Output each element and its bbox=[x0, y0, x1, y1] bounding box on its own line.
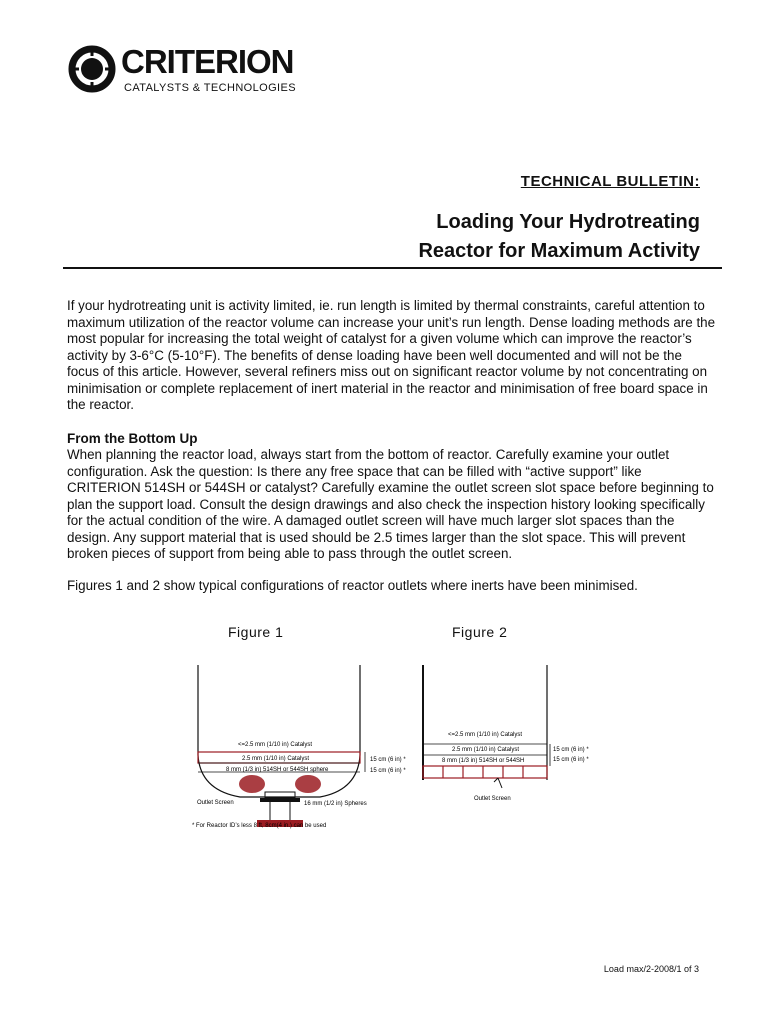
figure-2-height-2: 15 cm (6 in) * bbox=[553, 757, 589, 763]
reactor-diagrams bbox=[180, 660, 610, 840]
intro-paragraph: If your hydrotreating unit is activity limited, ie. run length is limited by thermal constraints, careful attention to maximum utilization of the reactor volume can increase your unit’s run length. Dense loading methods are the most popular for increasing the total weight of catalyst for a given volume which can improve the reactor’s activity by 3-6°C (5-10°F). The benefits of dense loading have been well documented and will not be the focus of this article. However, several refiners miss out on significant reactor volume by not concentrating on minimisation or complete replacement of inert material in the reactor and minimisation of free board space in the reactor. bbox=[67, 298, 716, 412]
figure-1-height-1: 15 cm (6 in) * bbox=[370, 757, 406, 763]
brand-name: CRITERION bbox=[121, 43, 294, 80]
figure-1-left-support bbox=[239, 775, 265, 793]
figure-2-height-1: 15 cm (6 in) * bbox=[553, 747, 589, 753]
figure-2-support-grid bbox=[423, 766, 547, 778]
title-line-2: Reactor for Maximum Activity bbox=[418, 240, 700, 262]
figure-1-spheres-label: 16 mm (1/2 in) Spheres bbox=[304, 801, 367, 807]
page-title bbox=[418, 208, 700, 266]
figure-2-label: Figure 2 bbox=[452, 624, 508, 640]
figure-2-layer-bottom: 8 mm (1/3 in) 514SH or 544SH bbox=[442, 758, 525, 764]
page-reference: Load max/2-2008/1 of 3 bbox=[603, 964, 699, 974]
figure-1-diagram bbox=[192, 665, 406, 829]
figure-1-height-2: 15 cm (6 in) * bbox=[370, 768, 406, 774]
figure-1-screen-label: Outlet Screen bbox=[197, 800, 234, 806]
figure-2-screen-label: Outlet Screen bbox=[474, 796, 511, 802]
section-paragraph: When planning the reactor load, always start from the bottom of reactor. Carefully examine your outlet configuration. Ask the question: Is there any free space that can be filled with “active support” like CRITERION 514SH or 544SH or catalyst? Carefully examine the outlet screen slot space before beginning to plan the support load. Consult the design drawings and also check the inspection history looking specifically for the actual condition of the wire. A damaged outlet screen will have much larger slot spaces than the design. Any support material that is used should be 2.5 times larger than the slot space. This will prevent broken pieces of support from being able to pass through the outlet screen. bbox=[67, 447, 714, 561]
figure-1-footnote: * For Reactor ID’s less 8 ft, 8cm(4 in.) can be used bbox=[192, 823, 327, 829]
figure-1-layer-top: <=2.5 mm (1/10 in) Catalyst bbox=[238, 742, 313, 748]
figure-1-label: Figure 1 bbox=[228, 624, 284, 640]
title-line-1: Loading Your Hydrotreating bbox=[436, 211, 700, 233]
figure-2-layer-mid: 2.5 mm (1/10 in) Catalyst bbox=[452, 747, 520, 753]
figure-1-layer-mid: 2.5 mm (1/10 in) Catalyst bbox=[242, 756, 310, 762]
figure-1-layer-bottom: 8 mm (1/3 in) 514SH or 544SH sphere bbox=[226, 767, 329, 773]
figures-intro-paragraph: Figures 1 and 2 show typical configurations of reactor outlets where inerts have been minimised. bbox=[67, 578, 638, 593]
bulletin-label: TECHNICAL BULLETIN: bbox=[520, 173, 700, 190]
brand-tagline: CATALYSTS & TECHNOLOGIES bbox=[124, 82, 296, 94]
section-heading: From the Bottom Up bbox=[67, 431, 198, 446]
title-divider bbox=[63, 267, 722, 269]
figure-1-right-support bbox=[295, 775, 321, 793]
criterion-logo-icon bbox=[68, 45, 116, 93]
figure-2-layer-top: <=2.5 mm (1/10 in) Catalyst bbox=[448, 732, 523, 738]
figure-2-diagram bbox=[423, 665, 589, 802]
